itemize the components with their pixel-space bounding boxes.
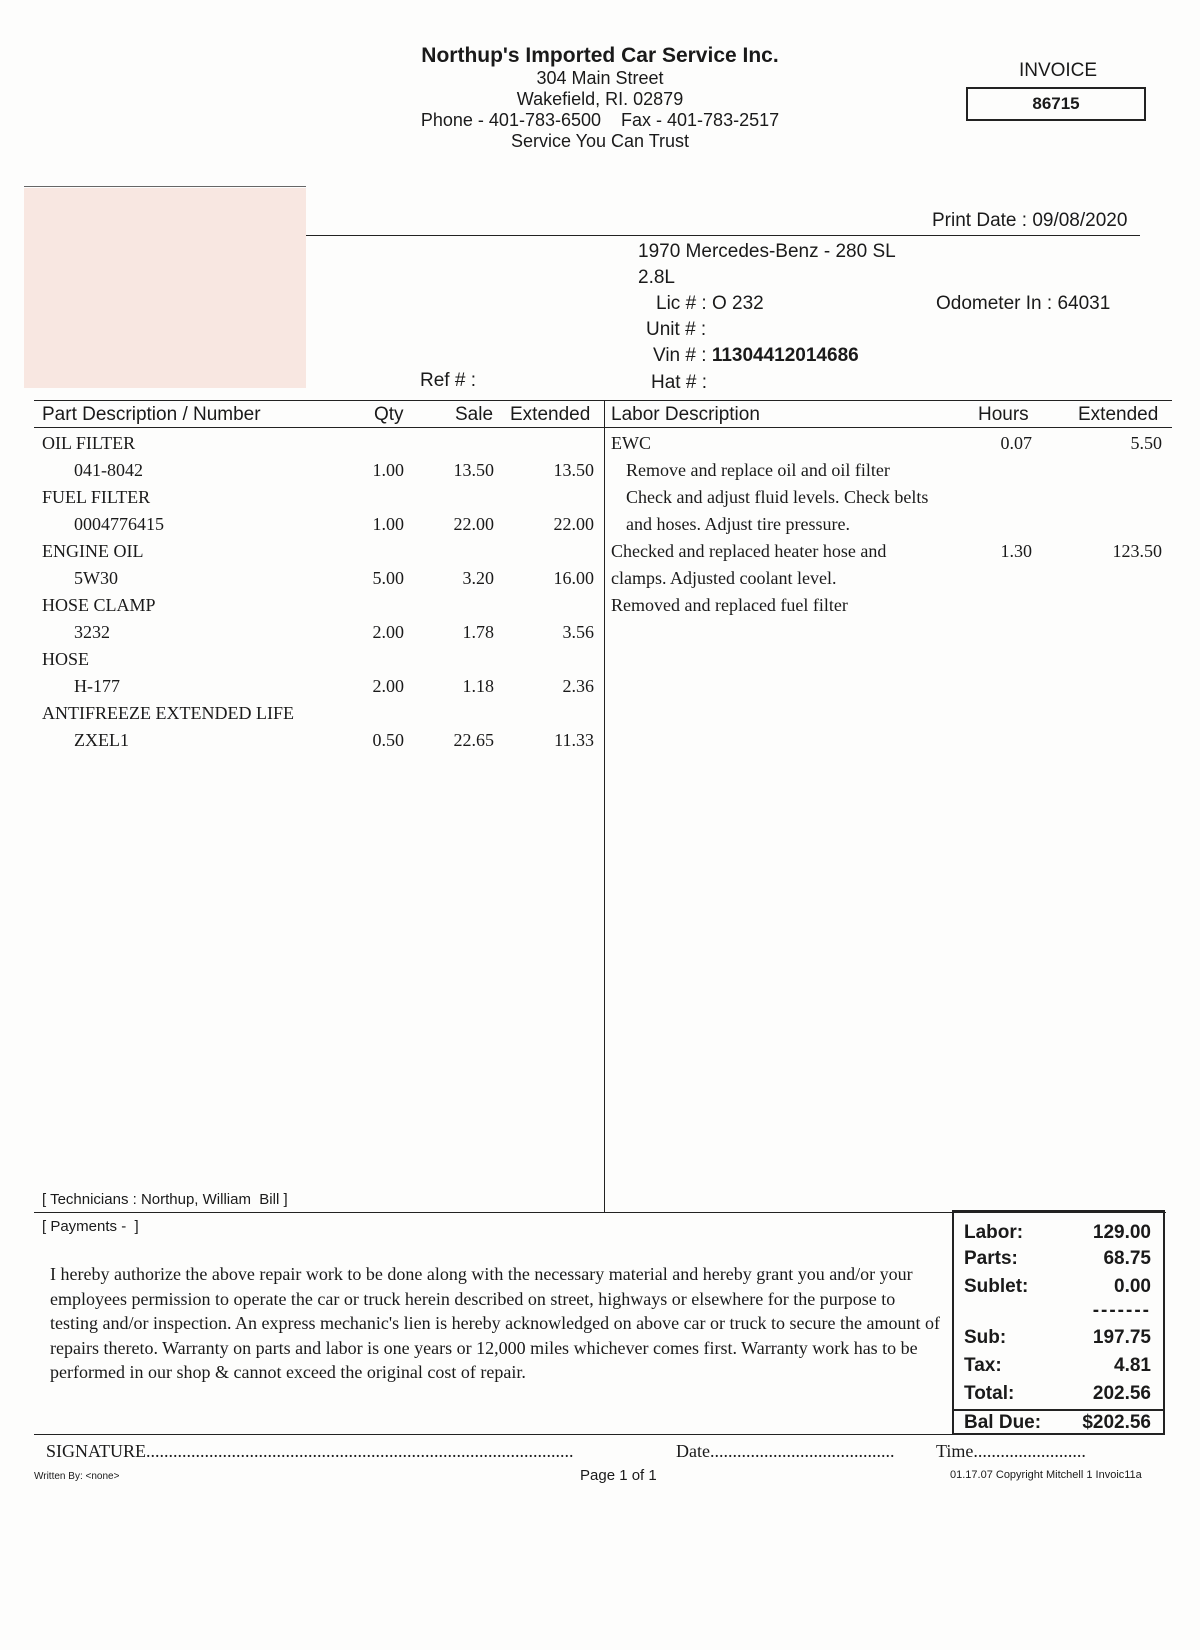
date-line: Date......................................... bbox=[676, 1441, 895, 1461]
part-qty: 1.00 bbox=[372, 460, 404, 480]
parts-header-sale: Sale bbox=[455, 404, 494, 425]
labor-header-description: Labor Description bbox=[611, 404, 760, 425]
time-line: Time......................... bbox=[936, 1441, 1086, 1461]
sub-total-label: Sub: bbox=[964, 1327, 1007, 1348]
part-sale: 22.65 bbox=[453, 730, 494, 750]
labor-line: Remove and replace oil and oil filter bbox=[626, 460, 890, 480]
part-sale: 3.20 bbox=[462, 568, 494, 588]
technicians: [ Technicians : Northup, William Bill ] bbox=[42, 1191, 288, 1208]
labor-line: clamps. Adjusted coolant level. bbox=[611, 568, 837, 588]
totals-separator: ------- bbox=[1092, 1300, 1151, 1321]
labor-total: 129.00 bbox=[1092, 1222, 1151, 1243]
part-extended: 2.36 bbox=[562, 676, 594, 696]
vehicle-engine: 2.8L bbox=[638, 267, 675, 288]
balance-rule bbox=[954, 1409, 1163, 1411]
part-sale: 22.00 bbox=[453, 514, 494, 534]
table-header-rule bbox=[34, 427, 1172, 428]
parts-header-qty: Qty bbox=[374, 404, 404, 425]
invoice-label: INVOICE bbox=[1018, 60, 1098, 81]
print-date bbox=[932, 210, 1127, 232]
part-extended: 11.33 bbox=[554, 730, 594, 750]
part-name: OIL FILTER bbox=[42, 433, 136, 453]
labor-line: EWC bbox=[611, 433, 651, 453]
payments: [ Payments - ] bbox=[42, 1218, 139, 1235]
page-number: Page 1 of 1 bbox=[580, 1467, 657, 1484]
part-qty: 5.00 bbox=[372, 568, 404, 588]
balance-due: $202.56 bbox=[1082, 1412, 1151, 1433]
part-qty: 1.00 bbox=[372, 514, 404, 534]
sub-total: 197.75 bbox=[1092, 1327, 1151, 1348]
redacted-customer-block bbox=[24, 188, 306, 388]
part-name: ENGINE OIL bbox=[42, 541, 144, 561]
shop-phone-fax: Phone - 401-783-6500 Fax - 401-783-2517 bbox=[420, 110, 780, 130]
labor-extended: 123.50 bbox=[1112, 541, 1162, 561]
customer-block-rule bbox=[24, 186, 306, 187]
part-name: FUEL FILTER bbox=[42, 487, 151, 507]
part-number: 5W30 bbox=[74, 568, 118, 588]
part-qty: 0.50 bbox=[372, 730, 404, 750]
labor-line: Checked and replaced heater hose and bbox=[611, 541, 887, 561]
labor-line: and hoses. Adjust tire pressure. bbox=[626, 514, 850, 534]
part-extended: 22.00 bbox=[553, 514, 594, 534]
sublet-total: 0.00 bbox=[1114, 1276, 1151, 1297]
license-label: Lic # : bbox=[656, 293, 707, 314]
labor-hours: 1.30 bbox=[1000, 541, 1032, 561]
part-sale: 1.78 bbox=[462, 622, 494, 642]
labor-header-hours: Hours bbox=[978, 404, 1029, 425]
tax-total: 4.81 bbox=[1114, 1355, 1151, 1376]
labor-total-label: Labor: bbox=[964, 1222, 1024, 1243]
signature-top-rule bbox=[34, 1434, 952, 1435]
parts-total: 68.75 bbox=[1103, 1248, 1151, 1269]
print-date-label: Print Date : bbox=[932, 210, 1028, 231]
balance-due-label: Bal Due: bbox=[964, 1412, 1042, 1433]
parts-header-description: Part Description / Number bbox=[42, 404, 261, 425]
vehicle-description: 1970 Mercedes-Benz - 280 SL bbox=[638, 241, 896, 262]
odometer-value: 64031 bbox=[1057, 293, 1111, 314]
part-sale: 1.18 bbox=[462, 676, 494, 696]
part-extended: 13.50 bbox=[553, 460, 594, 480]
part-qty: 2.00 bbox=[372, 622, 404, 642]
part-sale: 13.50 bbox=[453, 460, 494, 480]
labor-header-extended: Extended bbox=[1078, 404, 1159, 425]
part-name: HOSE bbox=[42, 649, 90, 669]
odometer bbox=[936, 293, 1110, 315]
vin bbox=[653, 345, 859, 367]
table-top-rule bbox=[34, 400, 1172, 401]
labor-line: Check and adjust fluid levels. Check belts bbox=[626, 487, 929, 507]
grand-total: 202.56 bbox=[1092, 1383, 1151, 1404]
header-rule bbox=[306, 235, 1140, 236]
labor-line: Removed and replaced fuel filter bbox=[611, 595, 848, 615]
signature-line: SIGNATURE............................................................................................... bbox=[46, 1441, 574, 1461]
odometer-label: Odometer In : bbox=[936, 293, 1053, 314]
shop-city: Wakefield, RI. 02879 bbox=[516, 89, 684, 109]
invoice-number: 86715 bbox=[966, 87, 1146, 121]
part-number: 3232 bbox=[74, 622, 110, 642]
parts-total-label: Parts: bbox=[964, 1248, 1018, 1269]
license bbox=[656, 293, 764, 315]
vin-label: Vin # : bbox=[653, 345, 707, 366]
ref-label: Ref # : bbox=[420, 370, 476, 391]
part-qty: 2.00 bbox=[372, 676, 404, 696]
authorization-text: I hereby authorize the above repair work to be done along with the necessary material and hereby grant you and/or your employees permission to operate the car or truck herein described on street, highways or elsewhere for the purpose to testing and/or inspection. An express mechanic's lien is hereby acknowledged on above car or truck to secure the amount of repairs thereto. Warranty on parts and labor is one years or 12,000 miles whichever comes first. Warranty work has to be performed in our shop & cannot exceed the original cost of repair. bbox=[50, 1264, 940, 1382]
part-name: ANTIFREEZE EXTENDED LIFE bbox=[42, 703, 294, 723]
parts-header-extended: Extended bbox=[510, 404, 591, 425]
totals-box bbox=[952, 1210, 1165, 1435]
part-name: HOSE CLAMP bbox=[42, 595, 156, 615]
sublet-total-label: Sublet: bbox=[964, 1276, 1029, 1297]
print-date-value: 09/08/2020 bbox=[1032, 210, 1128, 231]
part-extended: 3.56 bbox=[562, 622, 594, 642]
part-number: 0004776415 bbox=[74, 514, 164, 534]
license-value: O 232 bbox=[711, 293, 764, 314]
part-number: H-177 bbox=[74, 676, 120, 696]
shop-street: 304 Main Street bbox=[536, 68, 664, 88]
written-by: Written By: <none> bbox=[34, 1471, 120, 1482]
hat-label: Hat # : bbox=[651, 372, 707, 393]
part-extended: 16.00 bbox=[553, 568, 594, 588]
part-number: ZXEL1 bbox=[74, 730, 129, 750]
vin-value: 11304412014686 bbox=[711, 345, 859, 366]
labor-extended: 5.50 bbox=[1130, 433, 1162, 453]
shop-slogan: Service You Can Trust bbox=[510, 131, 690, 151]
grand-total-label: Total: bbox=[964, 1383, 1015, 1404]
shop-header bbox=[380, 44, 820, 152]
shop-name: Northup's Imported Car Service Inc. bbox=[421, 44, 779, 67]
unit-label: Unit # : bbox=[646, 319, 707, 340]
labor-hours: 0.07 bbox=[1000, 433, 1032, 453]
table-divider bbox=[604, 400, 605, 1212]
part-number: 041-8042 bbox=[74, 460, 143, 480]
copyright: 01.17.07 Copyright Mitchell 1 Invoic11a bbox=[950, 1469, 1142, 1481]
tax-label: Tax: bbox=[964, 1355, 1002, 1376]
